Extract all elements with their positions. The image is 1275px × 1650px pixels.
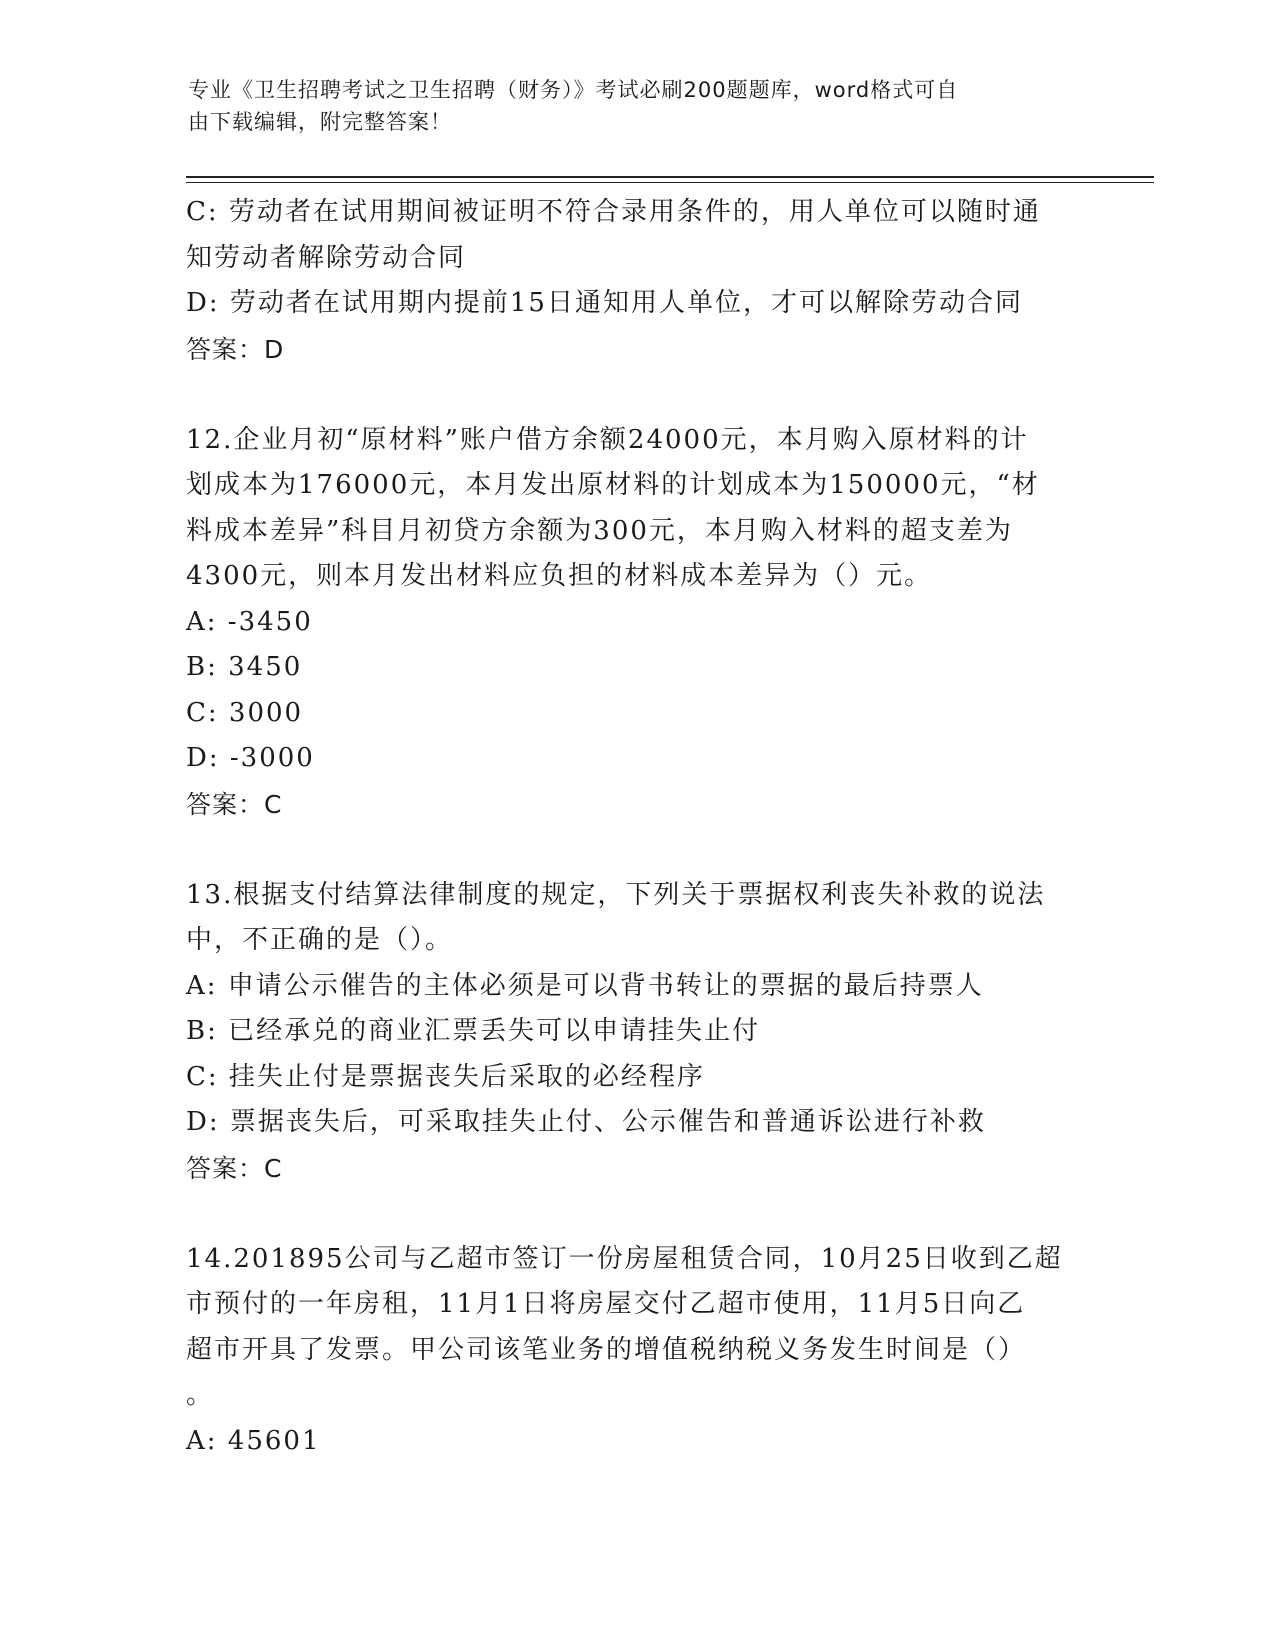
q13-option-b: B: 已经承兑的商业汇票丢失可以申请挂失止付 [186, 1016, 761, 1046]
q13-stem-line1: 13.根据支付结算法律制度的规定，下列关于票据权利丧失补救的说法 [186, 879, 1046, 910]
q14-stem-line2: 市预付的一年房租，11月1日将房屋交付乙超市使用，11月5日向乙 [186, 1289, 1026, 1319]
q12-answer: 答案：C [186, 789, 283, 819]
q11-option-c-line1: C: 劳动者在试用期间被证明不符合录用条件的，用人单位可以随时通 [186, 197, 1041, 227]
q12-option-b: B: 3450 [186, 652, 303, 682]
q12-option-d: D: -3000 [186, 743, 315, 773]
question-11 [186, 190, 1086, 372]
q13-option-d: D: 票据丧失后，可采取挂失止付、公示催告和普通诉讼进行补救 [186, 1107, 986, 1137]
document-body [186, 190, 1086, 1464]
question-14 [186, 1237, 1086, 1465]
question-13 [186, 873, 1086, 1192]
q11-option-d: D: 劳动者在试用期内提前15日通知用人单位，才可以解除劳动合同 [186, 288, 1023, 318]
q12-stem-line3: 料成本差异”科目月初贷方余额为300元，本月购入材料的超支差为 [186, 515, 1013, 546]
header-rule-thick [186, 176, 1154, 178]
q14-stem-line1: 14.201895公司与乙超市签订一份房屋租赁合同，10月25日收到乙超 [186, 1243, 1063, 1274]
q12-stem-line2: 划成本为176000元，本月发出原材料的计划成本为150000元，“材 [186, 470, 1040, 500]
header-line-1: 专业《卫生招聘考试之卫生招聘（财务）》考试必刷200题题库，word格式可自 [188, 78, 959, 102]
q14-stem-line4: 。 [186, 1380, 215, 1410]
q12-stem-line1: 12.企业月初“原材料”账户借方余额24000元，本月购入原材料的计 [186, 424, 1029, 455]
q14-stem-line3: 超市开具了发票。甲公司该笔业务的增值税纳税义务发生时间是（） [186, 1334, 1027, 1365]
header-rule-thin [186, 182, 1154, 183]
q13-answer: 答案：C [186, 1153, 283, 1183]
q11-answer: 答案：D [186, 334, 285, 364]
q13-option-a: A: 申请公示催告的主体必须是可以背书转让的票据的最后持票人 [186, 970, 984, 1001]
question-12 [186, 418, 1086, 828]
header-line-2: 由下载编辑，附完整答案！ [188, 110, 452, 134]
q11-option-c-line2: 知劳动者解除劳动合同 [186, 242, 467, 273]
q13-option-c: C: 挂失止付是票据丧失后采取的必经程序 [186, 1061, 705, 1092]
q13-stem-line2: 中，不正确的是（）。 [186, 925, 454, 955]
q14-option-a: A: 45601 [186, 1425, 321, 1456]
q12-stem-line4: 4300元，则本月发出材料应负担的材料成本差异为（）元。 [186, 561, 933, 591]
document-header [188, 74, 1068, 138]
q12-option-c: C: 3000 [186, 697, 304, 728]
q12-option-a: A: -3450 [186, 606, 313, 637]
